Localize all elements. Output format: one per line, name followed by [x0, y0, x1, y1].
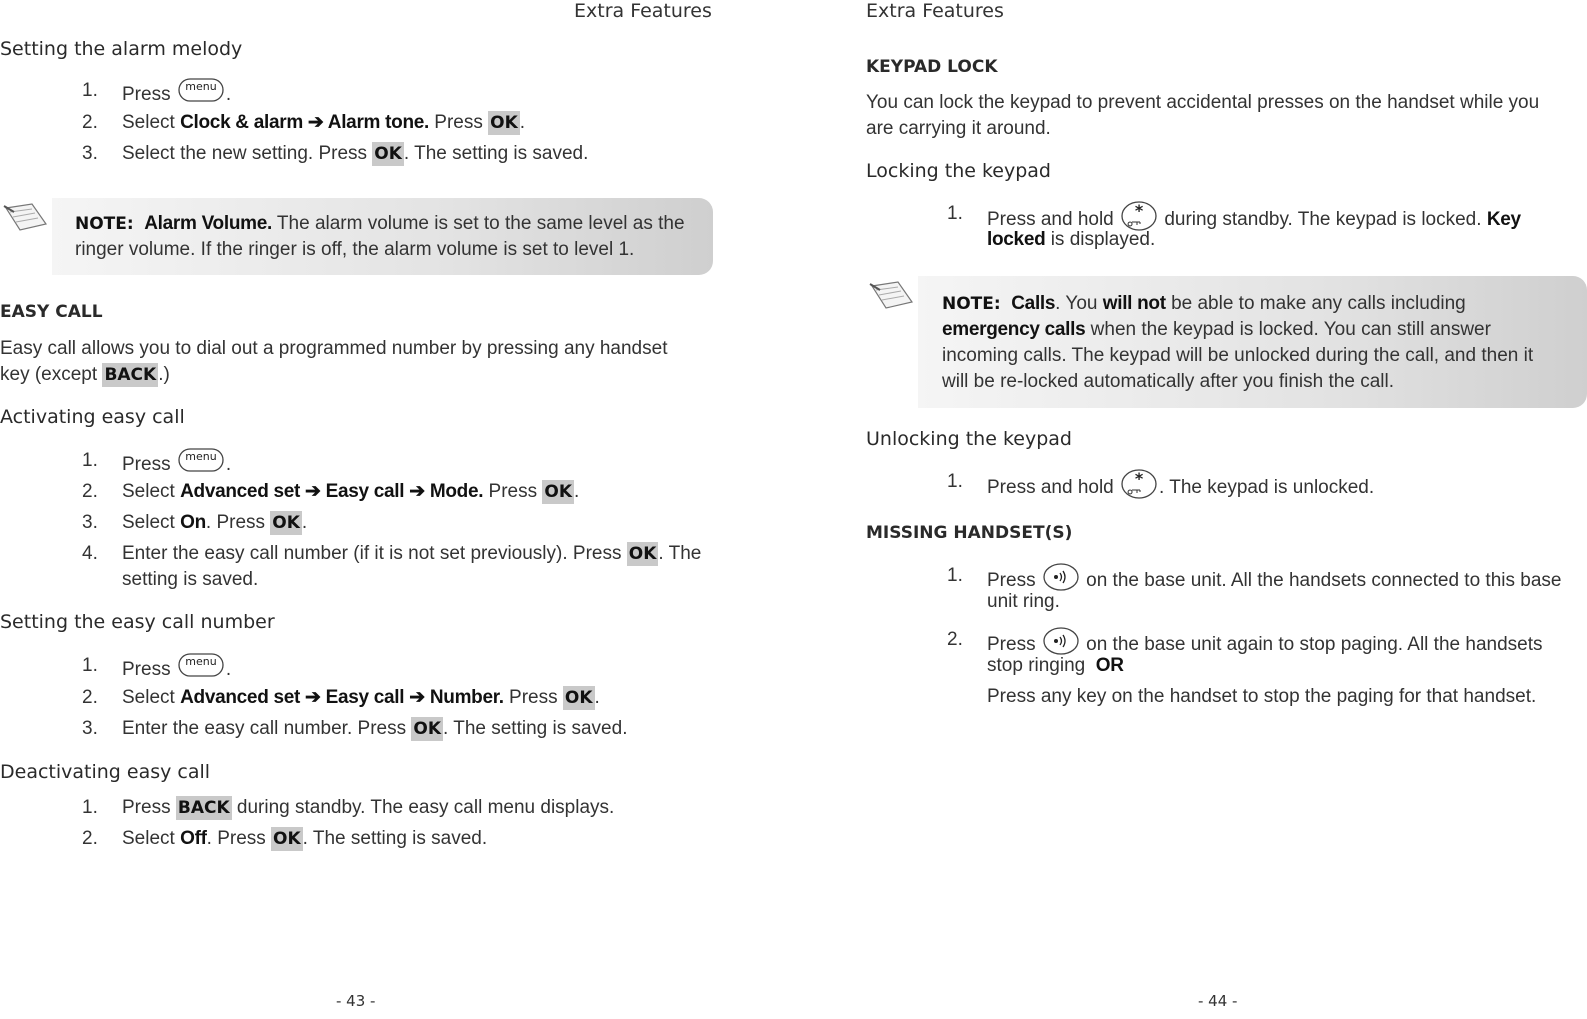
- ok-key: OK: [413, 719, 441, 739]
- page-header: Extra Features: [574, 0, 712, 22]
- note-calls-line3: incoming calls. The keypad will be unlocked during the call, and then it: [942, 345, 1534, 366]
- section-title-easy-call: EASY CALL: [0, 302, 103, 322]
- note-calls-line2: emergency calls when the keypad is locked. You can still answer: [942, 319, 1491, 340]
- svg-text:menu: menu: [185, 655, 217, 668]
- back-key: BACK: [104, 365, 157, 385]
- page-number: - 44 -: [1198, 992, 1238, 1010]
- ok-key: OK: [564, 688, 593, 708]
- ok-key: OK: [374, 144, 402, 164]
- ok-key: OK: [490, 113, 518, 133]
- page-number: - 43 -: [336, 992, 376, 1010]
- svg-text:menu: menu: [185, 450, 217, 463]
- note-pad-icon: [868, 278, 916, 314]
- star-key-icon: [1121, 469, 1157, 499]
- paging-button-icon: [1043, 563, 1079, 591]
- section-title-setting-number: Setting the easy call number: [0, 611, 275, 633]
- note-alarm-line1: NOTE: Alarm Volume. The alarm volume is set to the same level as the: [75, 213, 685, 234]
- left-page: Extra Features Setting the alarm melody 1. Press menu . 2. Select Clock & alarm ➔ Alarm tone. Press OK . 3. Select the new setting. Press OK . The setting is saved. NOTE: Alarm Volume. The alarm volume is set to the same level as the ringer volume. If the ringer is off, the alarm volume is set to level 1. EASY CALL Easy call allows you to dial out a programmed number by pressing any handset key (except BACK .) Activating easy call 1. Press menu . 2. Select Advanced set ➔ Easy call ➔ Mode. Press OK . 3. Select On. Press OK . 4. Enter the easy call number (if it is not set previously). Press OK . The setting is saved. Setting the easy call number 1. Press menu . 2. Select Advanced set ➔ Easy call ➔ Number. Press OK . 3. Enter the easy call number. Press OK . The setting is saved. Deactivating easy call 1. Press BACK during standby. The easy call menu displays. 2. Select Off. Press OK . The setting is saved. - 43 -: [0, 0, 712, 1010]
- keypad-desc-line1: You can lock the keypad to prevent accidental presses on the handset while you: [866, 92, 1540, 113]
- step-activate-4-line2: setting is saved.: [122, 569, 259, 590]
- ok-key: OK: [628, 544, 657, 564]
- step-missing-1-line2: unit ring.: [987, 591, 1060, 612]
- note-calls-line1: NOTE: Calls. You will not be able to make any calls including: [942, 293, 1466, 314]
- menu-button-icon: [178, 78, 224, 102]
- ok-key: OK: [273, 829, 301, 849]
- menu-button-icon: [178, 653, 224, 677]
- paging-button-icon: [1043, 627, 1079, 655]
- page-header: Extra Features: [866, 0, 1004, 22]
- step-lock-1-line2: locked is displayed.: [987, 229, 1156, 250]
- section-title-alarm-melody: Setting the alarm melody: [0, 38, 243, 60]
- svg-text:*: *: [1134, 201, 1144, 220]
- easy-call-desc-line2: key (except BACK .): [0, 364, 170, 385]
- menu-button-icon: [178, 448, 224, 472]
- section-title-keypad-lock: KEYPAD LOCK: [866, 57, 998, 77]
- keypad-desc-line2: are carrying it around.: [866, 118, 1051, 139]
- section-title-deactivating: Deactivating easy call: [0, 761, 211, 783]
- note-pad-icon: [2, 200, 50, 236]
- section-title-missing-handsets: MISSING HANDSET(S): [866, 523, 1073, 543]
- note-calls-line4: will be re-locked automatically after you finish the call.: [942, 371, 1394, 392]
- menu-path: Clock & alarm ➔ Alarm tone.: [180, 112, 430, 133]
- note-alarm-line2: ringer volume. If the ringer is off, the alarm volume is set to level 1.: [75, 239, 635, 260]
- section-title-activating: Activating easy call: [0, 406, 185, 428]
- easy-call-desc-line1: Easy call allows you to dial out a programmed number by pressing any handset: [0, 338, 668, 359]
- ok-key: OK: [272, 513, 300, 533]
- section-title-unlocking: Unlocking the keypad: [866, 428, 1072, 450]
- right-page: Extra Features KEYPAD LOCK You can lock the keypad to prevent accidental presses on the handset while you are carrying it around. Locking the keypad 1. Press and hold * during standby. The keypad is locked. Key locked is displayed. NOTE: Calls. You will not be able to make any calls including emergency calls when the keypad is locked. You can still answer incoming calls. The keypad will be unlocked during the call, and then it will be re-locked automatically after you finish the call. Unlocking the keypad 1. Press and hold * . The keypad is unlocked. MISSING HANDSET(S) 1. Press on the base unit. All the handsets connected to this base unit ring. 2. Press on the base unit again to stop paging. All the handsets stop ringing OR Press any key on the handset to stop the paging for that handset. - 44 -: [866, 0, 1587, 1019]
- step-missing-2-line3: Press any key on the handset to stop the paging for that handset.: [987, 686, 1537, 707]
- section-title-locking: Locking the keypad: [866, 160, 1051, 182]
- svg-text:*: *: [1134, 469, 1144, 488]
- back-key: BACK: [177, 798, 230, 818]
- svg-text:menu: menu: [185, 80, 217, 93]
- step-missing-2-line2: stop ringing OR: [987, 655, 1124, 676]
- ok-key: OK: [544, 482, 572, 502]
